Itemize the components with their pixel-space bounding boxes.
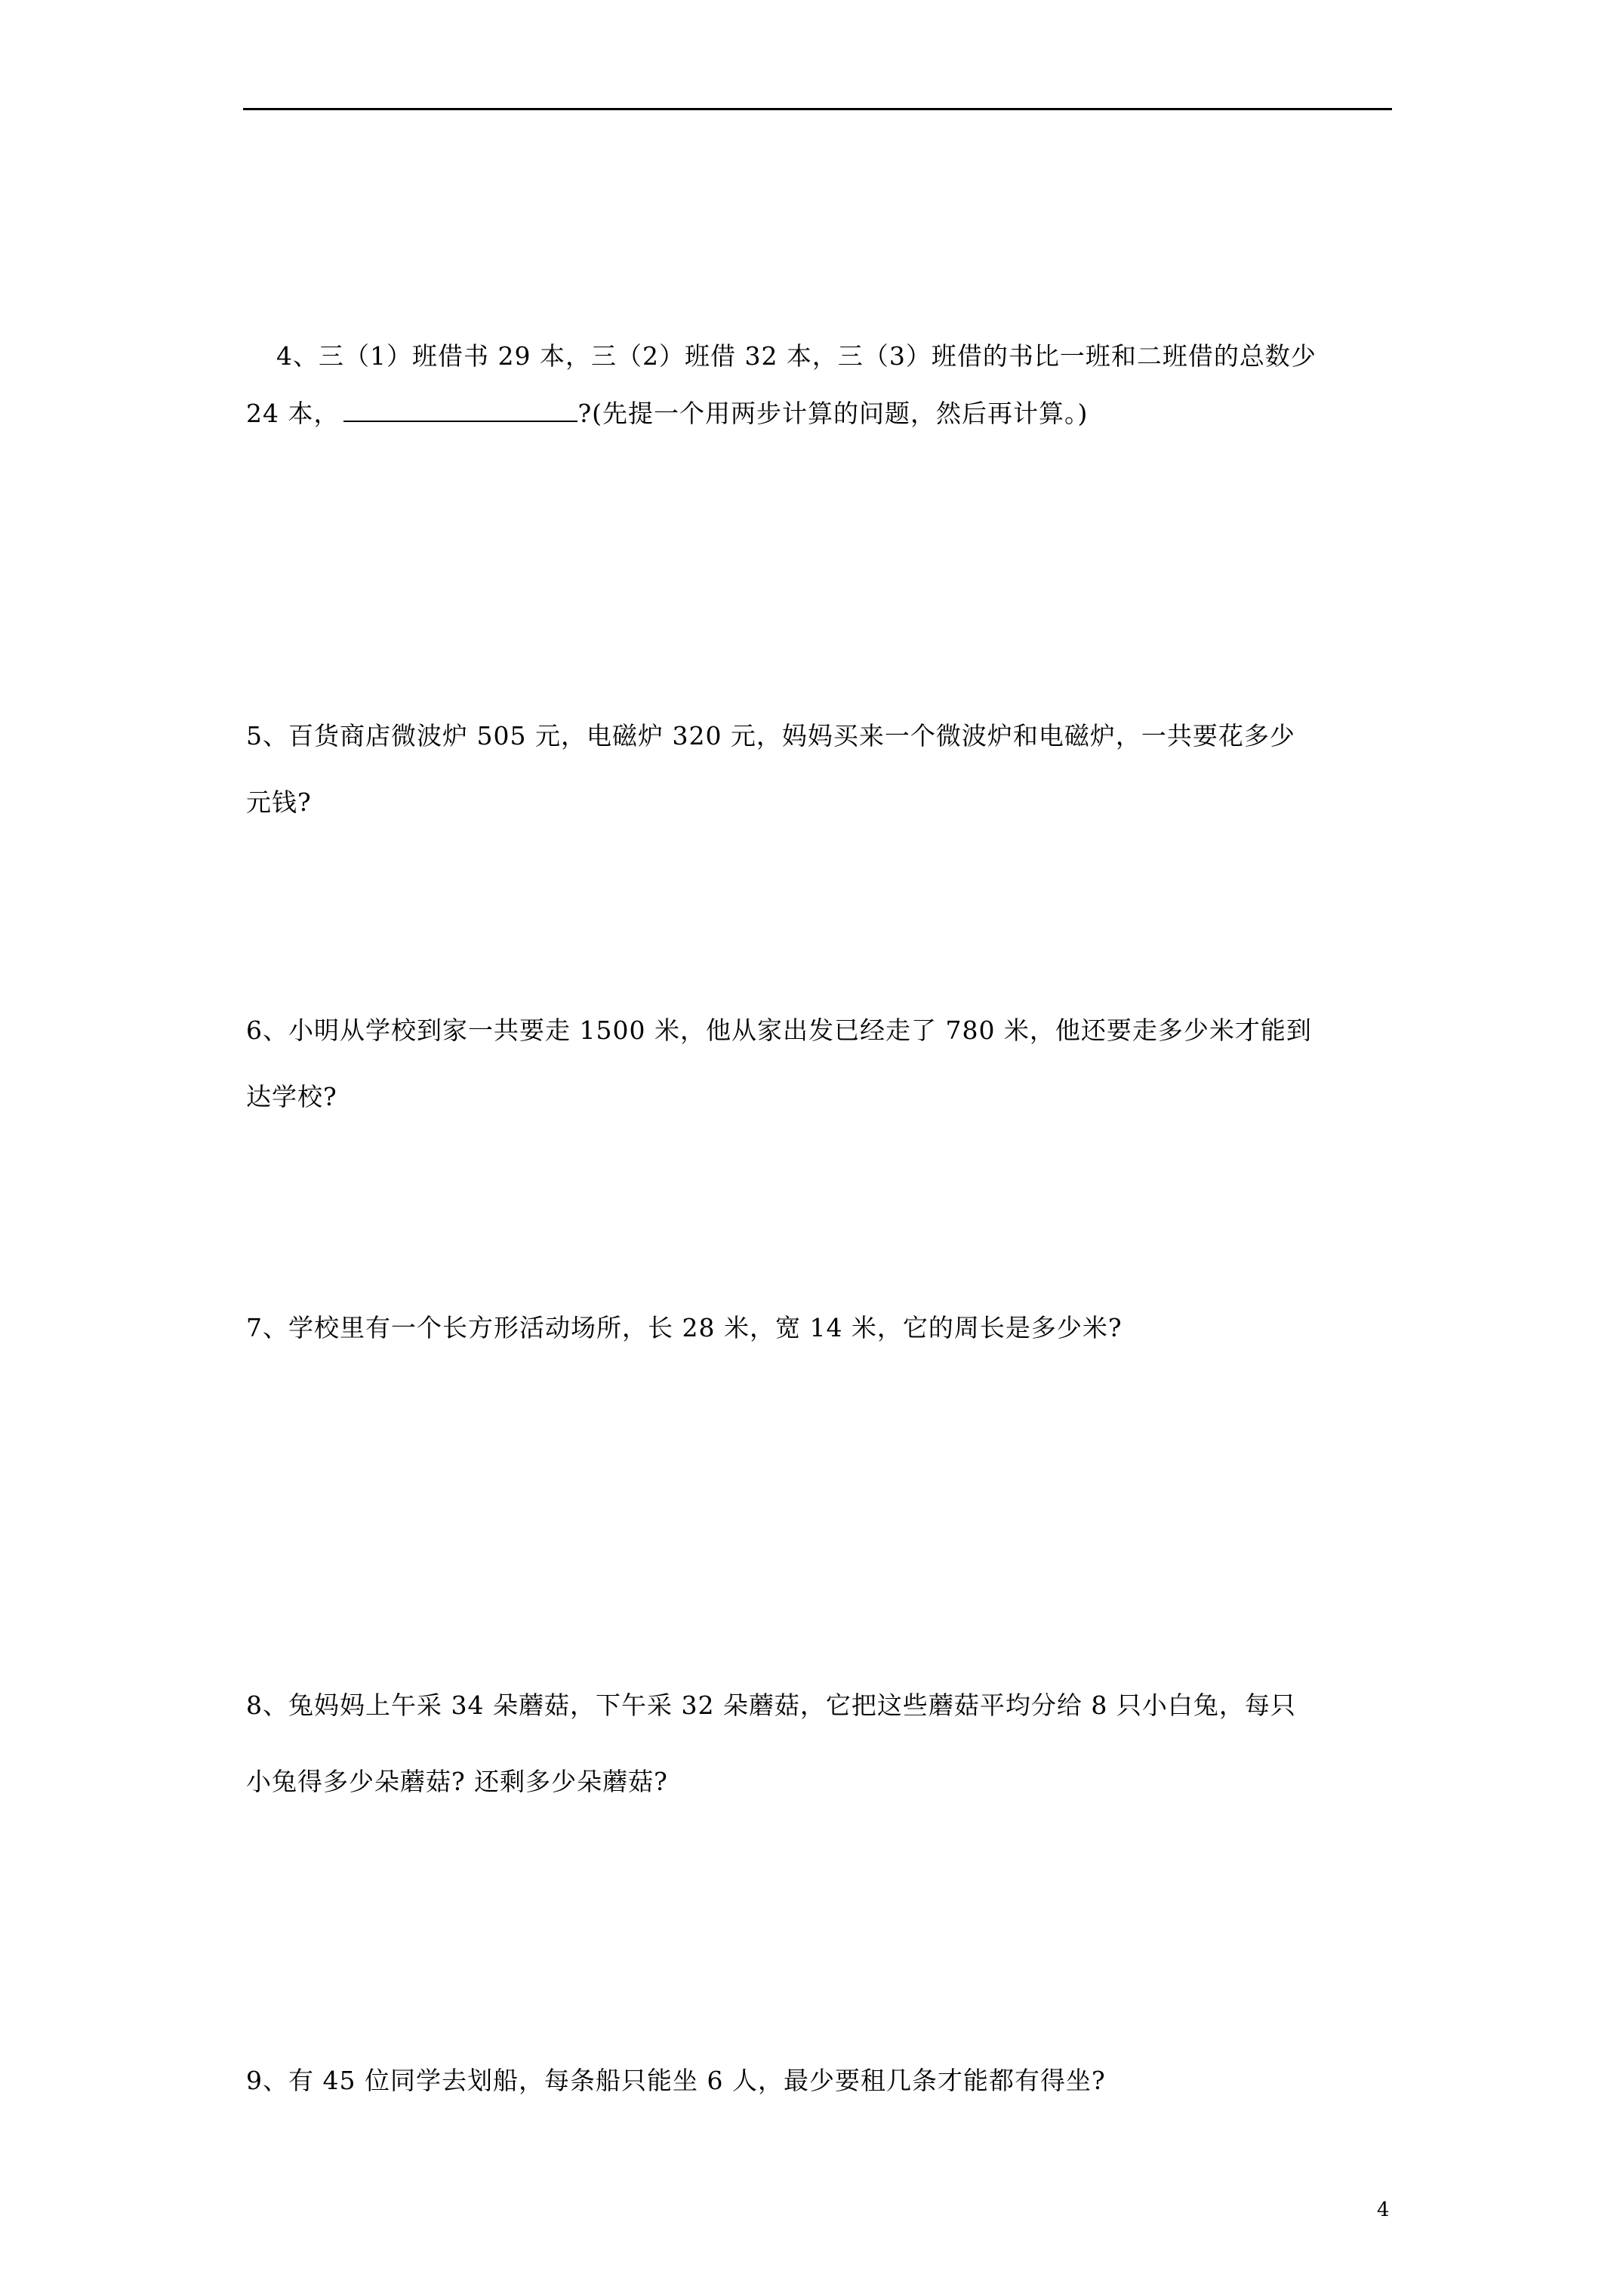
page-number: 4	[1377, 2199, 1390, 2221]
question-7-line-1: 7、学校里有一个长方形活动场所，长 28 米，宽 14 米，它的周长是多少米?	[246, 1313, 1123, 1342]
question-5-line-1: 5、百货商店微波炉 505 元，电磁炉 320 元，妈妈买来一个微波炉和电磁炉，一共要花多少	[246, 721, 1295, 750]
question-4-line-2-lead: 24 本，	[246, 399, 340, 428]
question-8-line-1: 8、兔妈妈上午采 34 朵蘑菇，下午采 32 朵蘑菇，它把这些蘑菇平均分给 8 只小白兔，每只	[246, 1690, 1296, 1720]
question-6-line-2: 达学校?	[246, 1082, 337, 1111]
answer-blank	[343, 395, 577, 422]
question-4-line-2-tail: ?(先提一个用两步计算的问题，然后再计算。)	[577, 399, 1089, 428]
question-6-line-1: 6、小明从学校到家一共要走 1500 米，他从家出发已经走了 780 米，他还要走多少米才能到	[246, 1015, 1312, 1045]
question-4-line-1: 4、三（1）班借书 29 本，三（2）班借 32 本，三（3）班借的书比一班和二班借的总数少	[276, 341, 1317, 371]
question-5-line-2: 元钱?	[246, 787, 312, 817]
header-rule	[243, 108, 1392, 110]
question-8-line-2: 小兔得多少朵蘑菇? 还剩多少朵蘑菇?	[246, 1767, 668, 1796]
question-4-line-2	[246, 395, 1088, 429]
question-9-line-1: 9、有 45 位同学去划船，每条船只能坐 6 人，最少要租几条才能都有得坐?	[246, 2066, 1106, 2095]
